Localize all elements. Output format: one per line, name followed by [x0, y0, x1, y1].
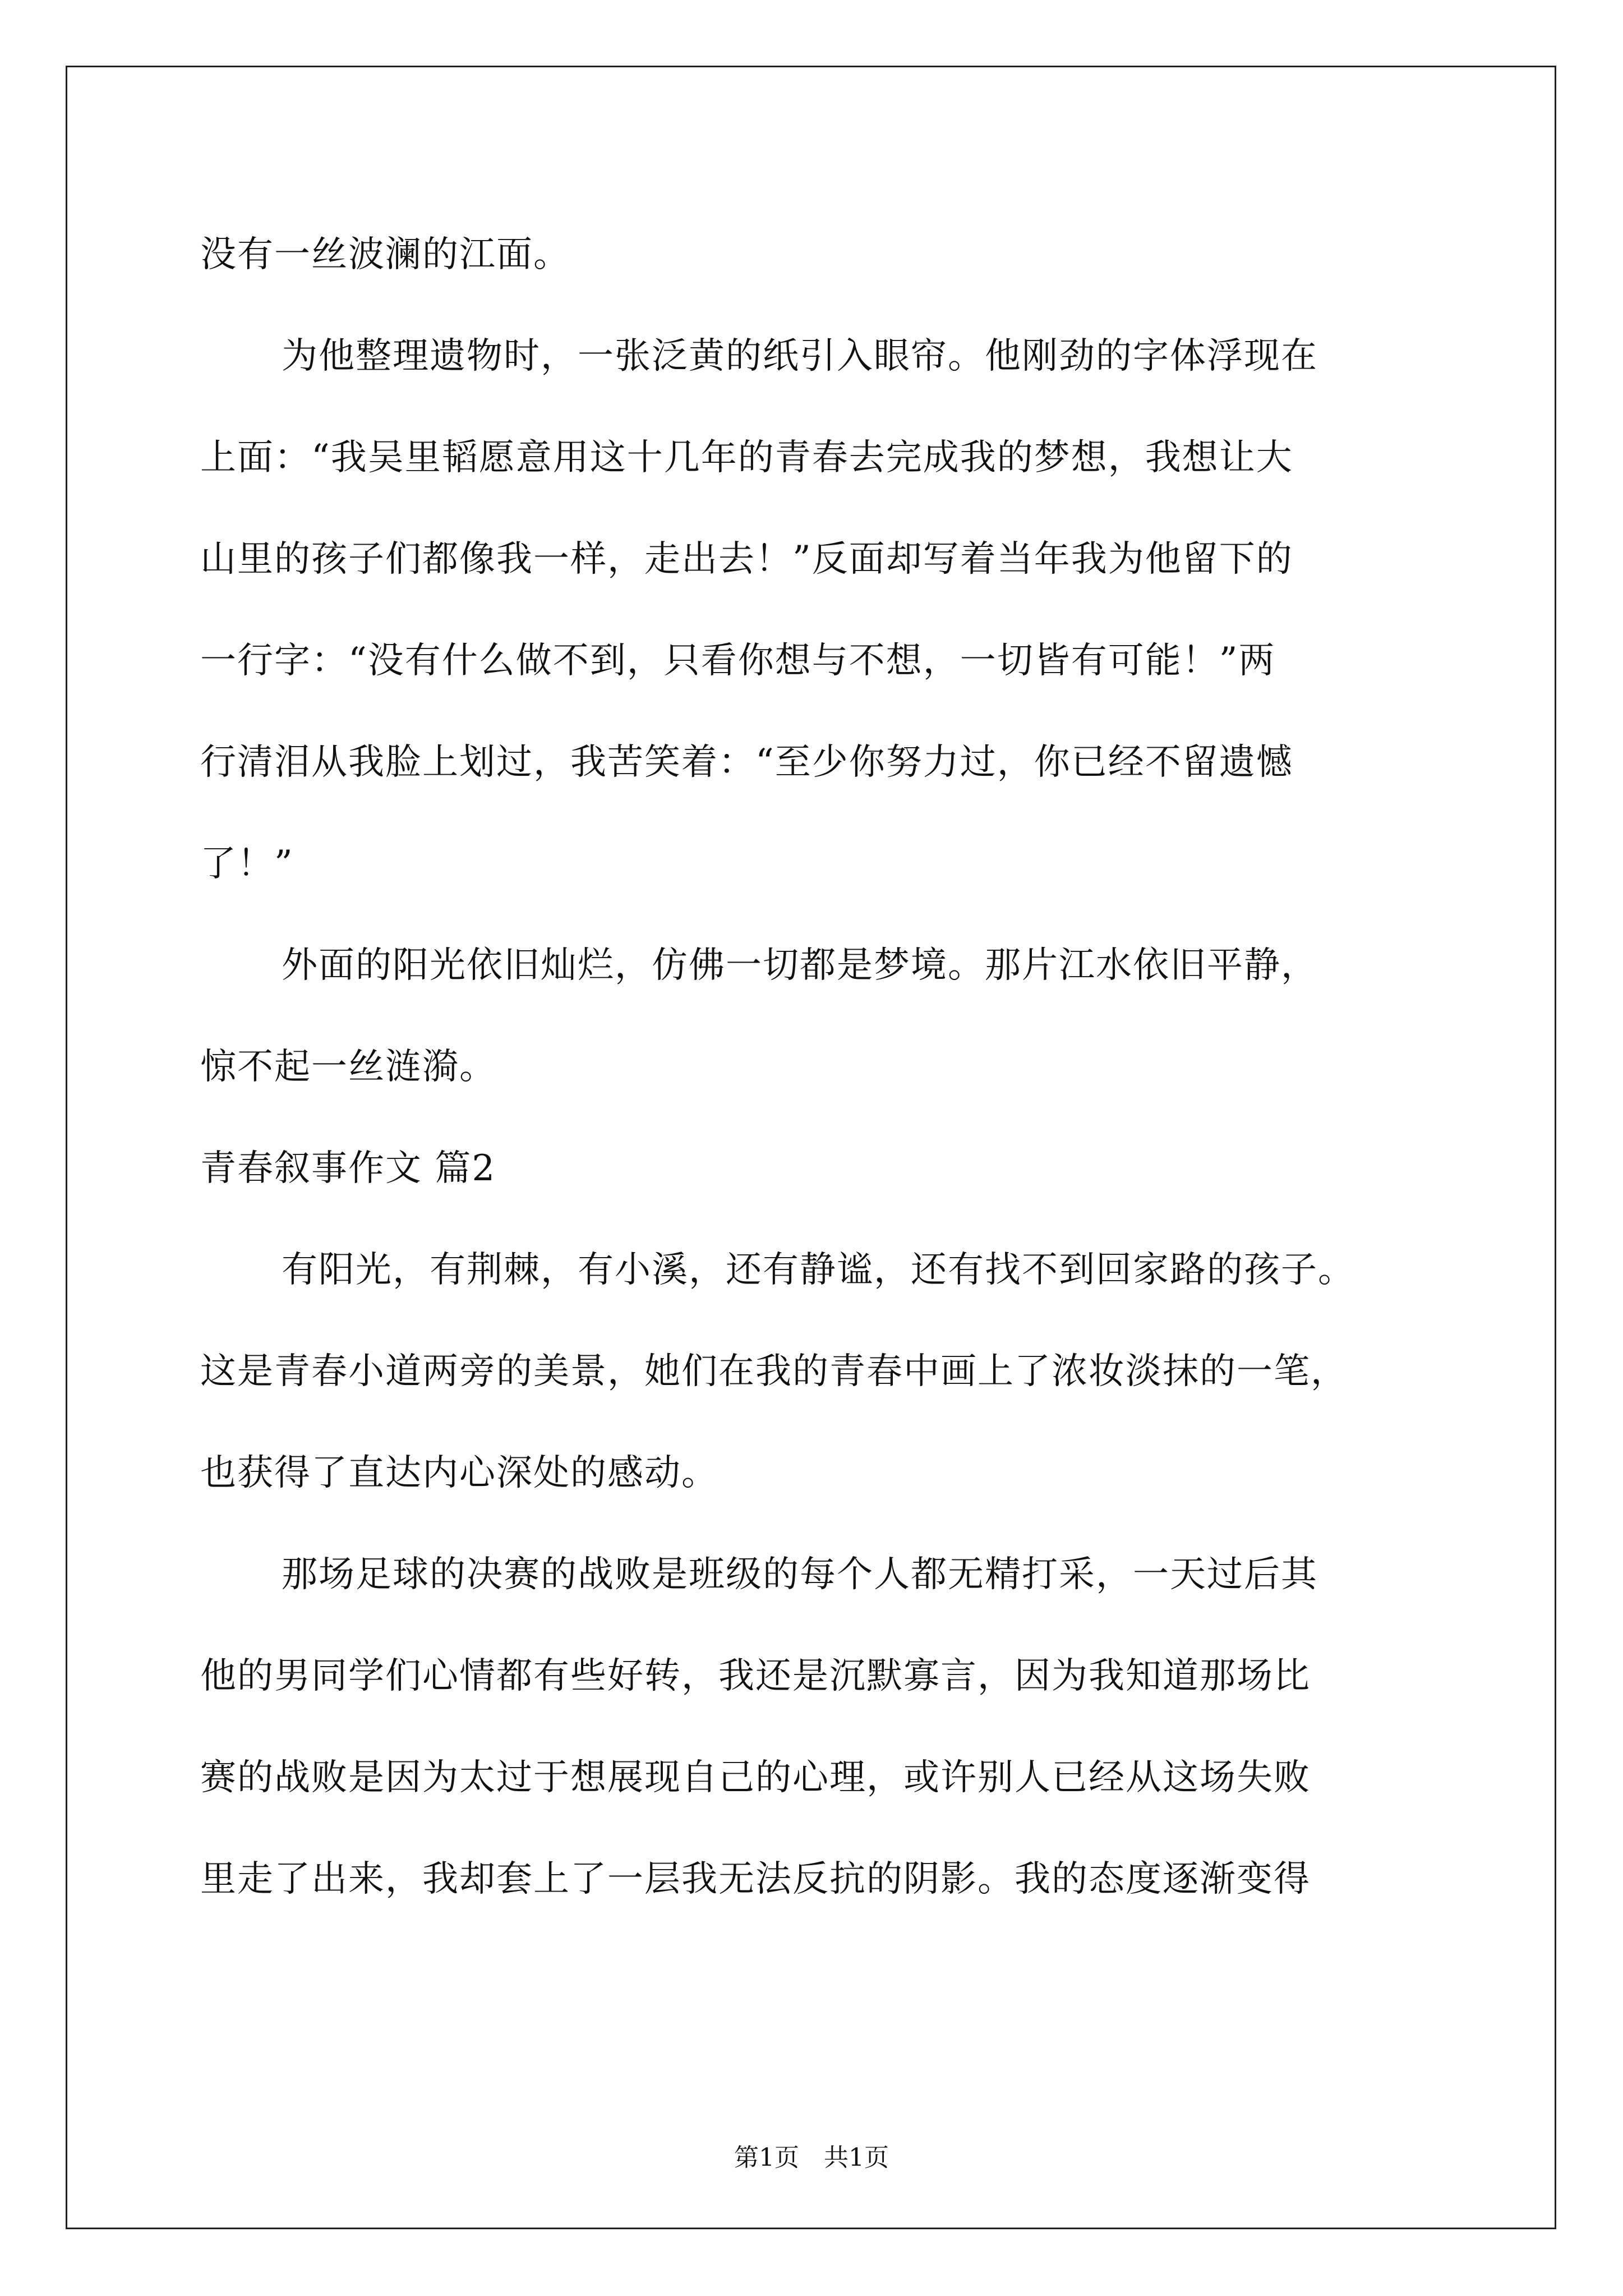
- text-line: 没有一丝波澜的江面。: [200, 234, 570, 275]
- text-line: 外面的阳光依旧灿烂，仿佛一切都是梦境。那片江水依旧平静，: [282, 945, 1318, 986]
- text-line: 为他整理遗物时，一张泛黄的纸引入眼帘。他刚劲的字体浮现在: [282, 335, 1318, 377]
- text-line: 山里的孩子们都像我一样，走出去！”反面却写着当年我为他留下的: [200, 539, 1293, 580]
- text-line: 这是青春小道两旁的美景，她们在我的青春中画上了浓妆淡抹的一笔，: [200, 1351, 1348, 1392]
- text-line: 他的男同学们心情都有些好转，我还是沉默寡言，因为我知道那场比: [200, 1655, 1311, 1697]
- text-line: 一行字：“没有什么做不到，只看你想与不想，一切皆有可能！”两: [200, 640, 1276, 682]
- text-line: 那场足球的决赛的战败是班级的每个人都无精打采，一天过后其: [282, 1554, 1318, 1595]
- text-line: 里走了出来，我却套上了一层我无法反抗的阴影。我的态度逐渐变得: [200, 1858, 1311, 1900]
- text-line: 了！”: [200, 843, 294, 885]
- text-line: 赛的战败是因为太过于想展现自己的心理，或许别人已经从这场失败: [200, 1757, 1311, 1798]
- document-body: [200, 204, 1428, 1930]
- page-footer: 第1页 共1页: [734, 2143, 889, 2172]
- text-line: 有阳光，有荆棘，有小溪，还有静谧，还有找不到回家路的孩子。: [282, 1249, 1355, 1291]
- text-line: 惊不起一丝涟漪。: [200, 1046, 496, 1088]
- text-line: 行清泪从我脸上划过，我苦笑着：“至少你努力过，你已经不留遗憾: [200, 742, 1293, 783]
- section-heading: 青春叙事作文 篇2: [200, 1148, 496, 1189]
- text-line: 上面：“我吴里韬愿意用这十几年的青春去完成我的梦想，我想让大: [200, 437, 1293, 478]
- text-line: 也获得了直达内心深处的感动。: [200, 1452, 718, 1494]
